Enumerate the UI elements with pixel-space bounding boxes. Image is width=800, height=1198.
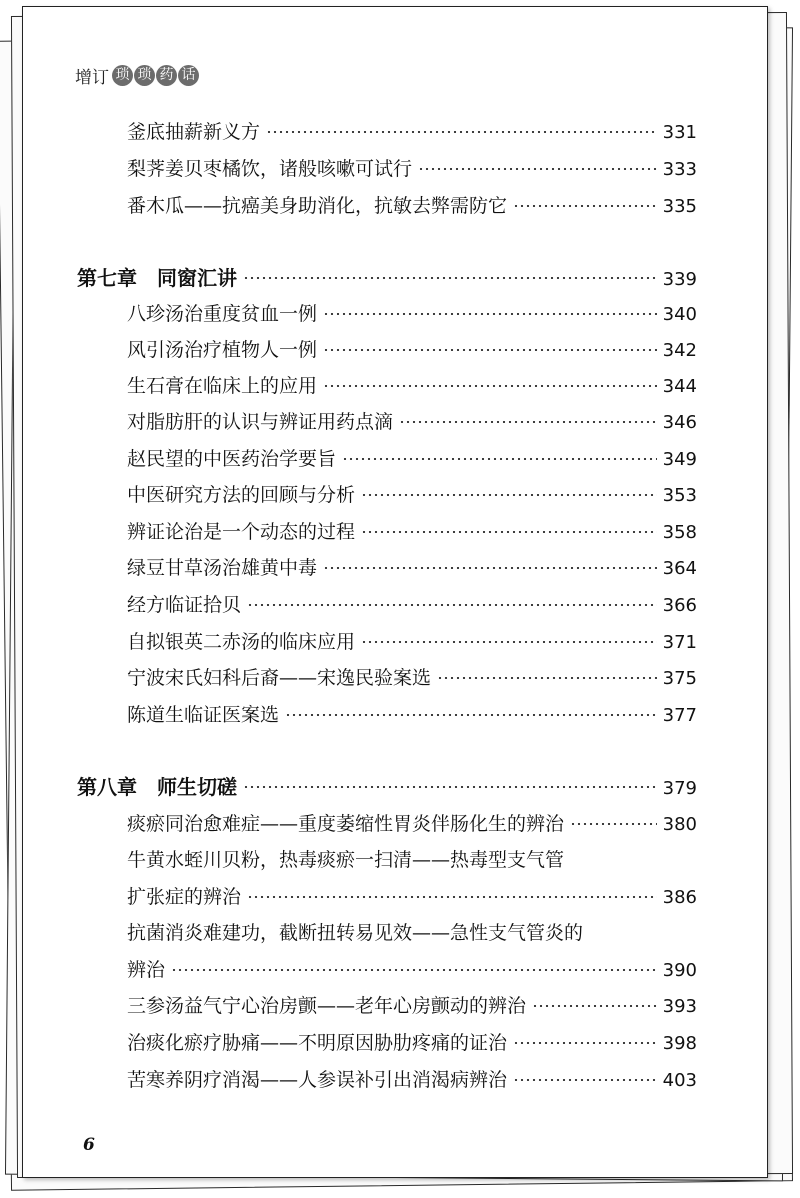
- entry-page-number: 379: [662, 778, 697, 799]
- toc-entry-row: [127, 444, 697, 474]
- dot-leader: [513, 205, 657, 207]
- dot-leader: [266, 131, 657, 133]
- entry-page-number: 398: [662, 1033, 697, 1054]
- toc-entry-row: [127, 553, 697, 583]
- entry-title: 釜底抽薪新义方: [127, 121, 261, 143]
- dot-leader: [243, 786, 657, 788]
- dot-leader: [323, 567, 657, 569]
- entry-title: 生石膏在临床上的应用: [127, 375, 318, 397]
- dot-leader: [437, 677, 657, 679]
- entry-page-number: 346: [662, 412, 697, 433]
- toc-page: [22, 6, 768, 1178]
- entry-title: 中医研究方法的回顾与分析: [127, 484, 356, 506]
- entry-page-number: 390: [662, 960, 697, 981]
- entry-title: 经方临证拾贝: [127, 594, 242, 616]
- toc-entry-row: [127, 371, 697, 401]
- entry-page-number: 340: [662, 304, 697, 325]
- toc-entry-row: [127, 1028, 697, 1058]
- table-of-contents: [23, 7, 767, 1177]
- entry-page-number: 344: [662, 376, 697, 397]
- entry-title: 赵民望的中医药治学要旨: [127, 448, 337, 470]
- toc-entry-row: [127, 991, 697, 1021]
- toc-entry-row: [127, 809, 697, 839]
- entry-page-number: 364: [662, 558, 697, 579]
- toc-entry-row: [127, 117, 697, 147]
- dot-leader: [570, 859, 691, 861]
- entry-page-number: 380: [662, 814, 697, 835]
- entry-title: 自拟银英二赤汤的临床应用: [127, 631, 356, 653]
- toc-entry-row: [127, 407, 697, 437]
- toc-entry-row: [127, 154, 697, 184]
- entry-title: 番木瓜——抗癌美身助消化，抗敏去弊需防它: [127, 195, 508, 217]
- dot-leader: [513, 1079, 657, 1081]
- entry-title: 痰瘀同治愈难症——重度萎缩性胃炎伴肠化生的辨治: [127, 813, 565, 835]
- dot-leader: [361, 641, 657, 643]
- entry-page-number: 353: [662, 485, 697, 506]
- dot-leader: [323, 385, 657, 387]
- dot-leader: [323, 349, 657, 351]
- entry-title: 抗菌消炎难建功，截断扭转易见效——急性支气管炎的: [127, 922, 584, 944]
- dot-leader: [589, 932, 691, 934]
- entry-title: 苦寒养阴疗消渴——人参误补引出消渴病辨治: [127, 1069, 508, 1091]
- header-prefix: 增订: [75, 68, 109, 88]
- dot-leader: [399, 421, 657, 423]
- toc-entry-row: [127, 882, 697, 912]
- entry-page-number: 371: [662, 632, 697, 653]
- toc-entry-row: [127, 191, 697, 221]
- chapter-title: 第八章 师生切磋: [77, 775, 237, 799]
- dot-leader: [285, 714, 657, 716]
- toc-entry-row: [127, 517, 697, 547]
- header-circled-char: 琐: [134, 65, 155, 86]
- dot-leader: [247, 604, 657, 606]
- page-number: 6: [83, 1135, 95, 1155]
- entry-page-number: 333: [662, 159, 697, 180]
- dot-leader: [361, 494, 657, 496]
- toc-entry-row: [127, 299, 697, 329]
- entry-title: 风引汤治疗植物人一例: [127, 339, 318, 361]
- entry-title: 治痰化瘀疗胁痛——不明原因胁肋疼痛的证治: [127, 1032, 508, 1054]
- toc-chapter-row: [77, 772, 697, 802]
- entry-page-number: 339: [662, 269, 697, 290]
- dot-leader: [513, 1042, 657, 1044]
- chapter-title: 第七章 同窗汇讲: [77, 266, 237, 290]
- entry-title: 辨治: [127, 959, 166, 981]
- toc-entry-row: [127, 918, 697, 948]
- header-circled-char: 话: [178, 65, 199, 86]
- entry-title: 宁波宋氏妇科后裔——宋逸民验案选: [127, 667, 432, 689]
- header-circled-char: 药: [156, 65, 177, 86]
- entry-title: 对脂肪肝的认识与辨证用药点滴: [127, 411, 394, 433]
- toc-entry-row: [127, 955, 697, 985]
- toc-entry-row: [127, 663, 697, 693]
- entry-page-number: 403: [662, 1070, 697, 1091]
- entry-title: 三参汤益气宁心治房颤——老年心房颤动的辨治: [127, 995, 527, 1017]
- toc-entry-row: [127, 335, 697, 365]
- toc-entry-row: [127, 590, 697, 620]
- entry-title: 梨荠姜贝枣橘饮，诸般咳嗽可试行: [127, 158, 413, 180]
- dot-leader: [171, 969, 657, 971]
- entry-page-number: 358: [662, 522, 697, 543]
- toc-entry-row: [127, 627, 697, 657]
- entry-page-number: 377: [662, 705, 697, 726]
- entry-title: 牛黄水蛭川贝粉，热毒痰瘀一扫清——热毒型支气管: [127, 849, 565, 871]
- entry-title: 扩张症的辨治: [127, 886, 242, 908]
- entry-title: 辨证论治是一个动态的过程: [127, 521, 356, 543]
- toc-entry-row: [127, 700, 697, 730]
- dot-leader: [570, 823, 657, 825]
- header-circled-char: 琐: [112, 65, 133, 86]
- entry-page-number: 342: [662, 340, 697, 361]
- dot-leader: [243, 277, 657, 279]
- dot-leader: [532, 1005, 657, 1007]
- entry-title: 八珍汤治重度贫血一例: [127, 303, 318, 325]
- entry-title: 绿豆甘草汤治雄黄中毒: [127, 557, 318, 579]
- entry-page-number: 375: [662, 668, 697, 689]
- entry-page-number: 393: [662, 996, 697, 1017]
- entry-title: 陈道生临证医案选: [127, 704, 280, 726]
- toc-entry-row: [127, 480, 697, 510]
- entry-page-number: 349: [662, 449, 697, 470]
- entry-page-number: 331: [662, 122, 697, 143]
- entry-page-number: 366: [662, 595, 697, 616]
- toc-entry-row: [127, 845, 697, 875]
- dot-leader: [418, 168, 657, 170]
- toc-chapter-row: [77, 263, 697, 293]
- dot-leader: [323, 313, 657, 315]
- entry-page-number: 335: [662, 196, 697, 217]
- toc-entry-row: [127, 1065, 697, 1095]
- dot-leader: [247, 896, 657, 898]
- dot-leader: [361, 531, 657, 533]
- dot-leader: [342, 458, 657, 460]
- entry-page-number: 386: [662, 887, 697, 908]
